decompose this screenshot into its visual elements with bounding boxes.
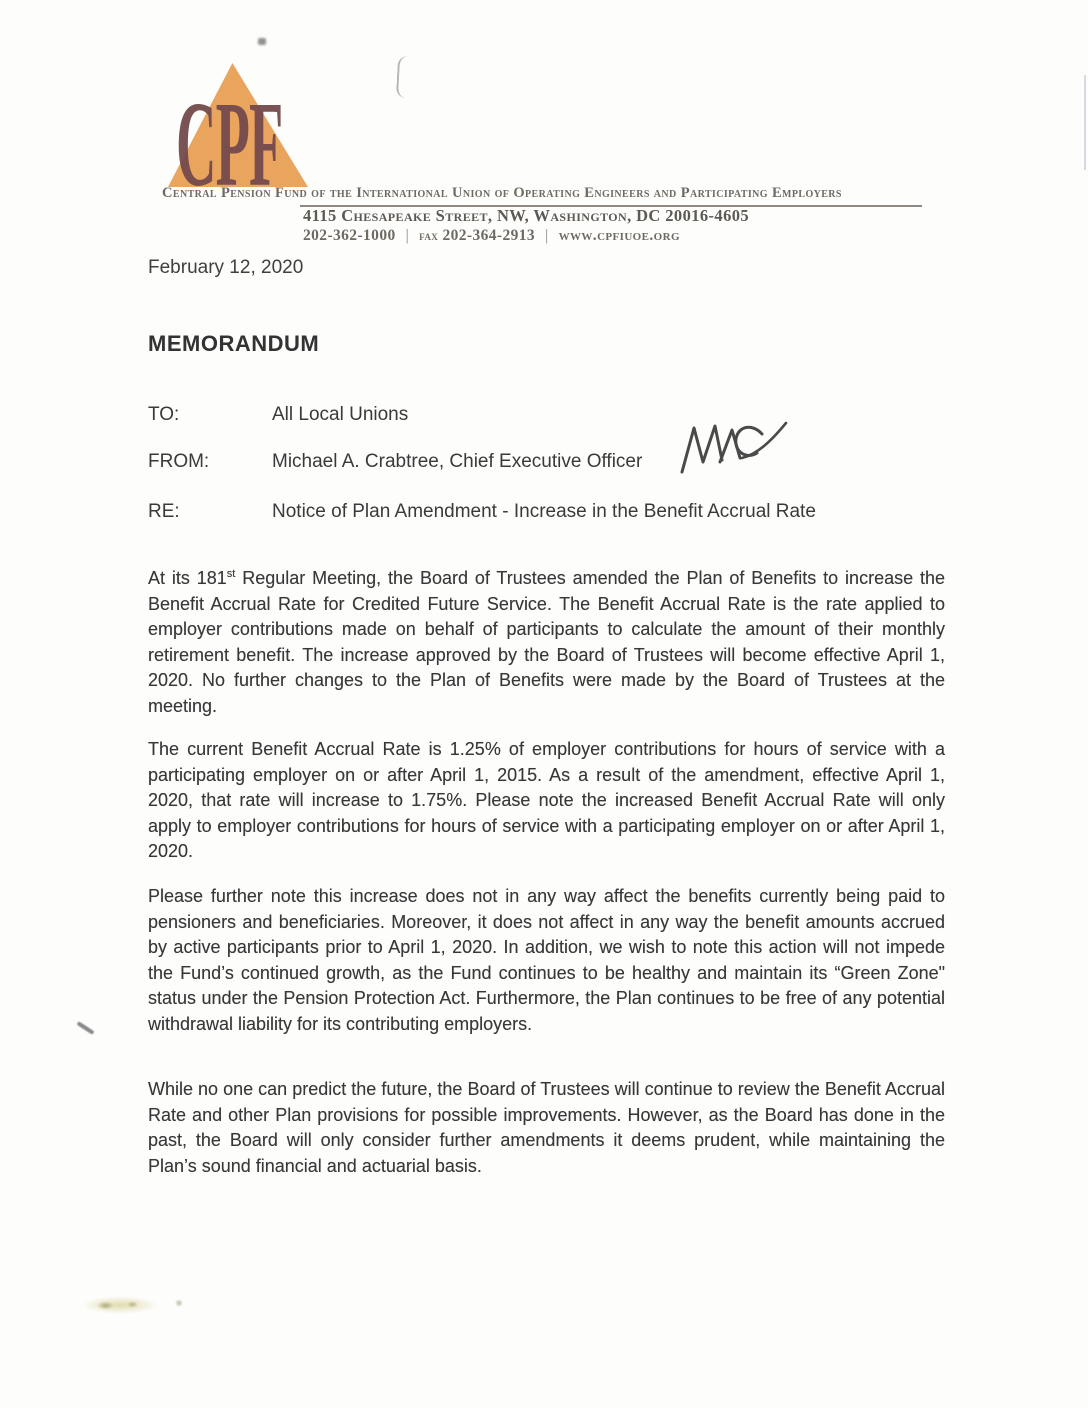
organization-name: Central Pension Fund of the International Union of Operating Engineers and Participating Employers (162, 185, 842, 201)
paragraph-text: Regular Meeting, the Board of Trustees amended the Plan of Benefits to increase the Benefit Accrual Rate for Credited Future Service. The Benefit Accrual Rate is the rate applied to employer contributions made on behalf of participants to calculate the amount of their monthly retirement benefit. The increase approved by the Board of Trustees will become effective April 1, 2020. No further changes to the Plan of Benefits were made by the Board of Trustees at the meeting. (148, 568, 945, 716)
re-label: RE: (148, 501, 180, 522)
fax-label: fax (419, 228, 439, 243)
paragraph-text: At its 181 (148, 568, 227, 588)
separator: | (545, 227, 549, 244)
to-value: All Local Unions (272, 404, 409, 425)
cpf-logo-letters: CPF (176, 77, 283, 212)
scan-yellow-dot (175, 1299, 183, 1307)
re-value: Notice of Plan Amendment - Increase in the Benefit Accrual Rate (272, 501, 816, 522)
fax-number: 202-364-2913 (442, 227, 536, 244)
from-label: FROM: (148, 451, 210, 472)
scan-paren-artifact (396, 56, 410, 99)
scan-edge-line (1084, 75, 1086, 170)
body-paragraph-2: The current Benefit Accrual Rate is 1.25% of employer contributions for hours of service with a participating employer on or after April 1, 2015. As a result of the amendment, effective April 1, 2020, that rate will increase to 1.75%. Please note the increased Benefit Accrual Rate will only apply to employer contributions for hours of service with a participating employer on or after April 1, 2020. (148, 739, 945, 861)
phone-number: 202-362-1000 (303, 227, 396, 244)
memo-heading: MEMORANDUM (148, 331, 320, 356)
separator: | (405, 227, 410, 244)
to-label: TO: (148, 404, 180, 425)
handwritten-initials-icon (676, 416, 788, 476)
handwritten-initials-text (0, 0, 1, 1)
body-paragraph-1 (148, 566, 945, 719)
date-line: February 12, 2020 (148, 257, 304, 278)
body-paragraph-3: Please further note this increase does not in any way affect the benefits currently being paid to pensioners and beneficiaries. Moreover, it does not affect in any way the benefit amounts accrued by active participants prior to April 1, 2020. In addition, we wish to note this action will not impede the Fund’s continued growth, as the Fund continues to be healthy and maintain its “Green Zone" status under the Pension Protection Act. Furthermore, the Plan continues to be free of any potential withdrawal liability for its contributing employers. (148, 886, 945, 1034)
scan-smudge-mark (258, 38, 266, 45)
scan-pencil-mark (76, 1021, 94, 1035)
from-value: Michael A. Crabtree, Chief Executive Officer (272, 451, 643, 472)
website-url: www.cpfiuoe.org (558, 227, 680, 244)
scan-yellow-smudge (68, 1292, 172, 1318)
address-line: 4115 Chesapeake Street, NW, Washington, DC 20016-4605 (303, 206, 750, 225)
contact-line (303, 227, 680, 245)
ordinal-superscript: st (226, 568, 236, 580)
body-paragraph-4: While no one can predict the future, the Board of Trustees will continue to review the Benefit Accrual Rate and other Plan provisions for possible improvements. However, as the Board has done in the past, the Board will only consider further amendments it deems prudent, while maintaining the Plan’s sound financial and actuarial basis. (148, 1079, 945, 1176)
